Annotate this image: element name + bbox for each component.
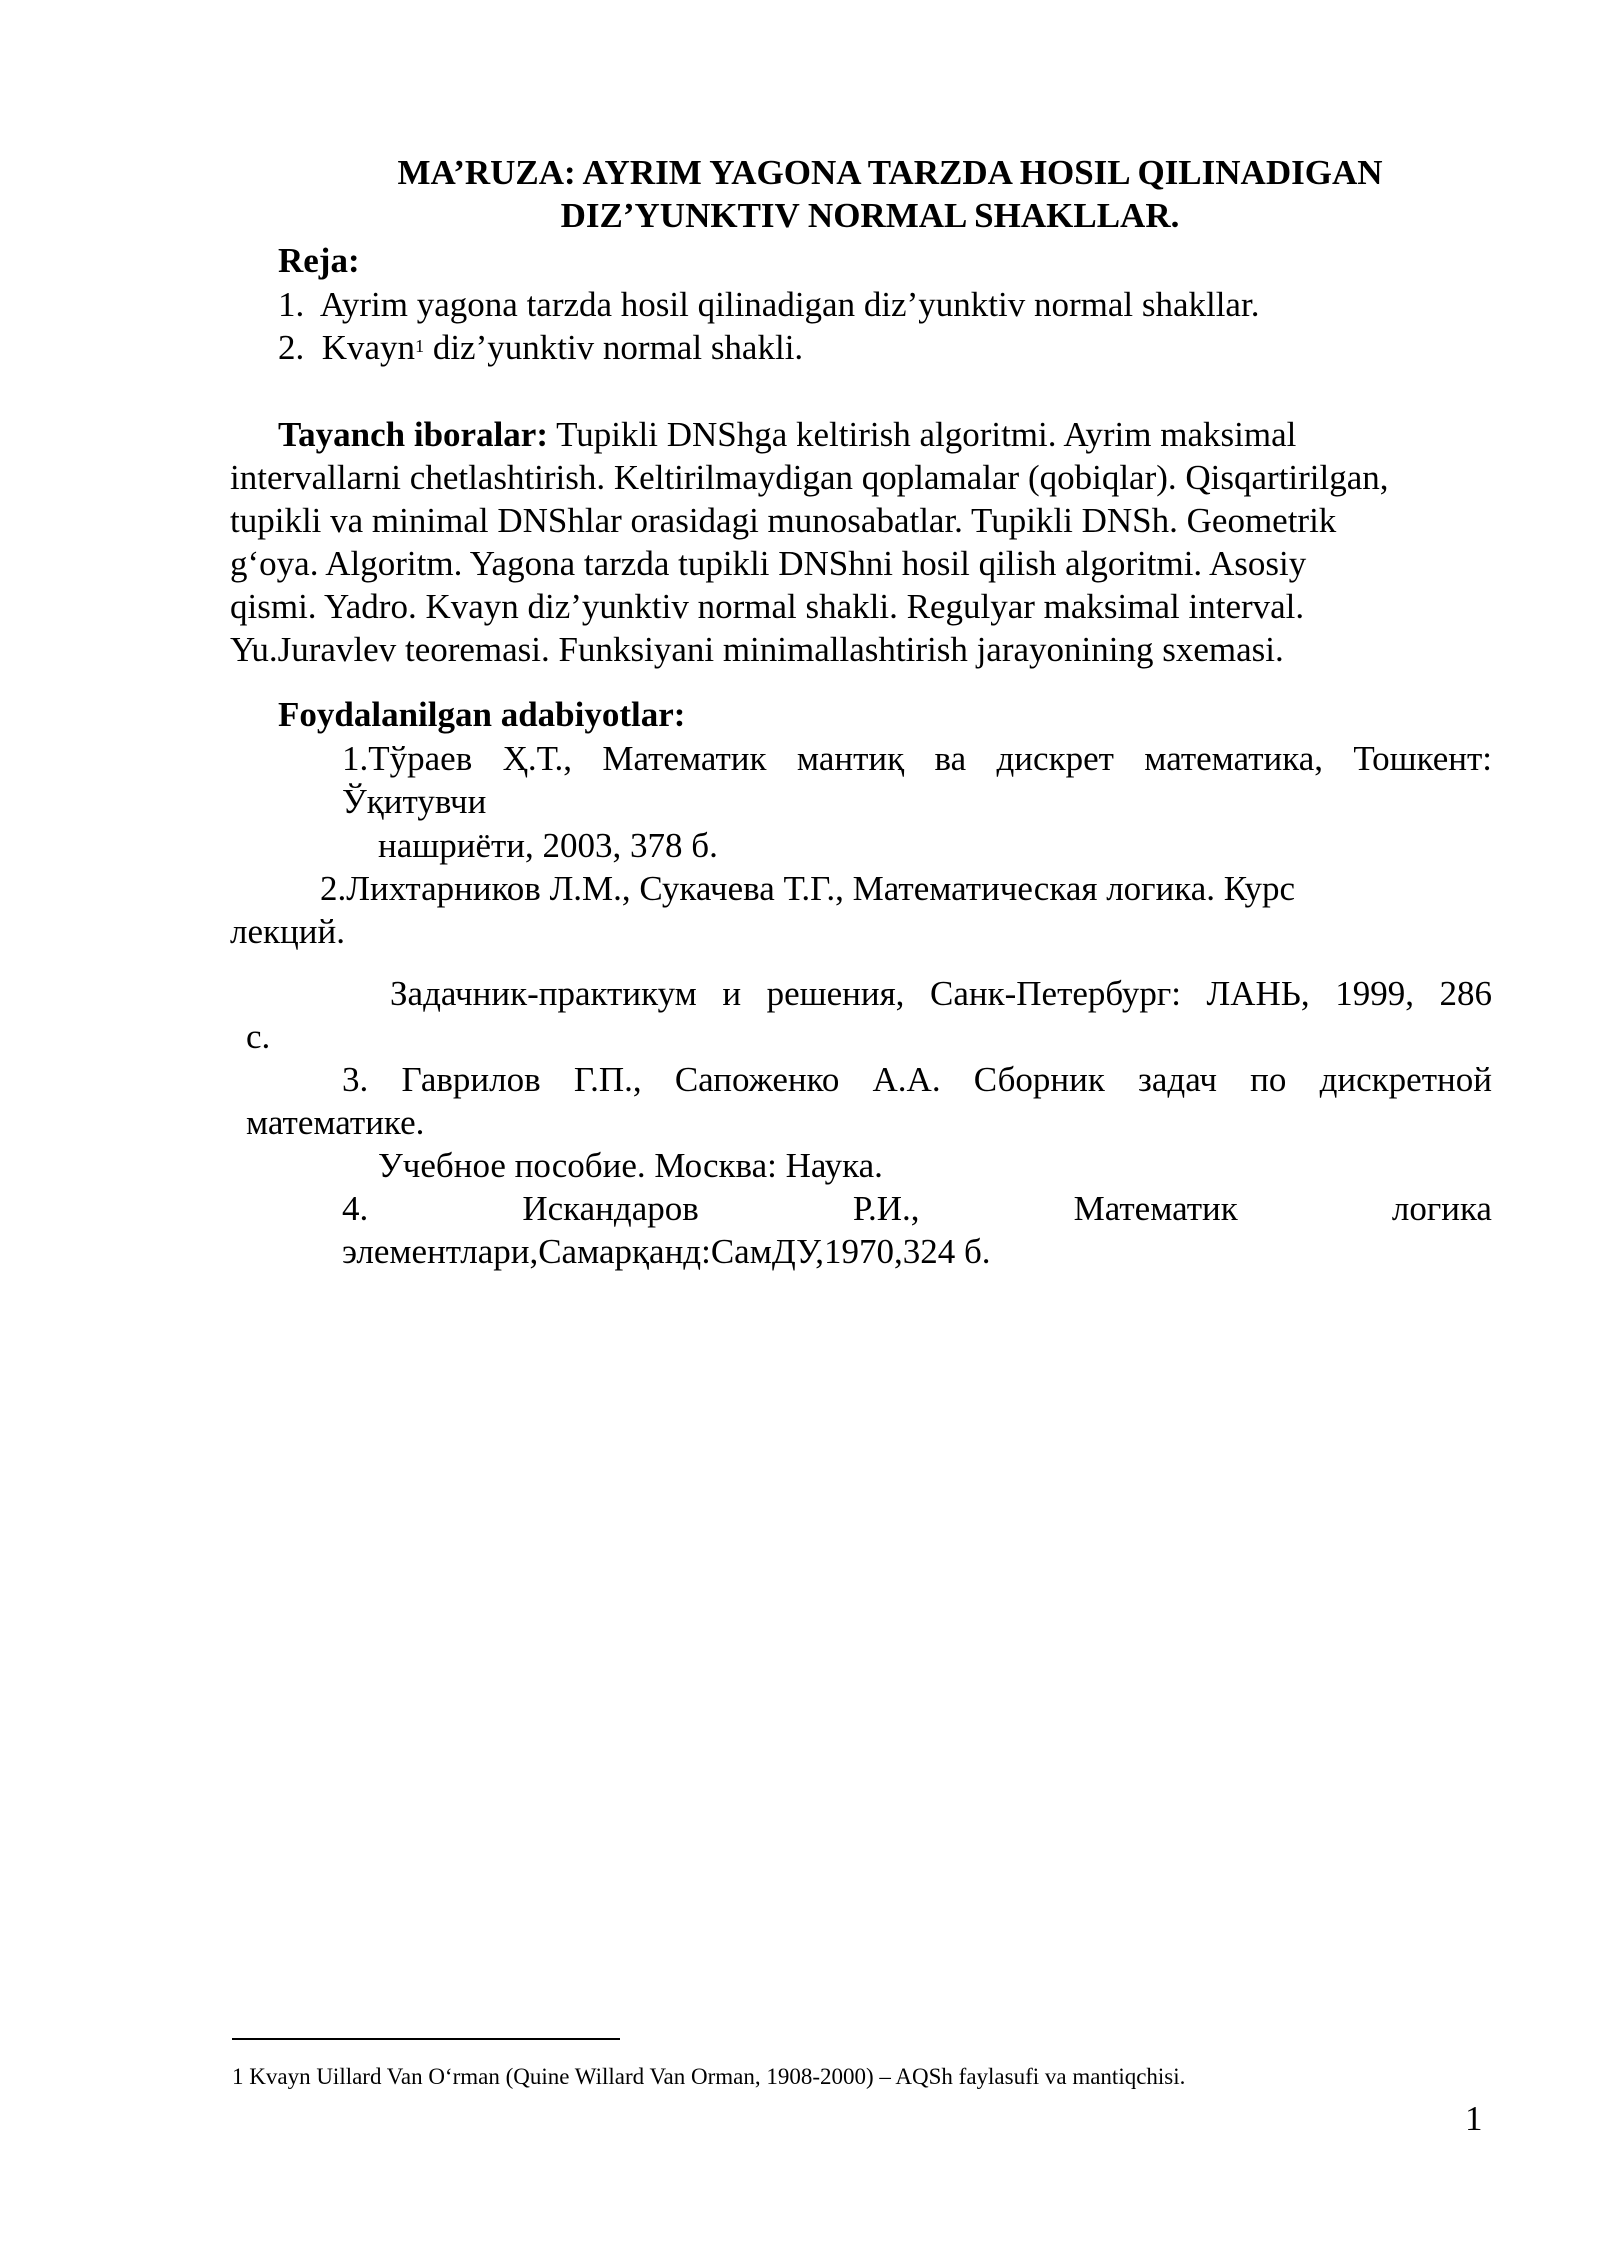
word: Р.И., bbox=[852, 1189, 920, 1228]
reference-2-line-3 bbox=[390, 973, 1492, 1015]
word: мантиқ bbox=[796, 739, 905, 778]
word: дискрет bbox=[996, 739, 1114, 778]
word: 1999, bbox=[1335, 974, 1414, 1013]
footnote-text: 1 Kvayn Uillard Van O‘rman (Quine Willard Van Orman, 1908-2000) – AQSh faylasufi va mantiqchisi. bbox=[232, 2064, 1186, 2089]
keywords-line-3: tupikli va minimal DNShlar orasidagi munosabatlar. Tupikli DNSh. Geometrik bbox=[230, 501, 1337, 540]
footnote-reference[interactable]: 1 bbox=[415, 336, 425, 356]
word: Сапоженко bbox=[674, 1060, 840, 1099]
word: Ҳ.Т., bbox=[502, 739, 573, 778]
word: Санк-Петербург: bbox=[929, 974, 1181, 1013]
reference-1-line-3: нашриёти, 2003, 378 б. bbox=[378, 826, 718, 865]
reference-4-line-2: элементлари,Самарқанд:СамДУ,1970,324 б. bbox=[342, 1232, 991, 1271]
plan-item-1 bbox=[278, 284, 1259, 326]
lecture-title-line-2: DIZ’YUNKTIV NORMAL SHAKLLAR. bbox=[560, 196, 1180, 235]
word: Гаврилов bbox=[401, 1060, 541, 1099]
word: Искандаров bbox=[522, 1189, 699, 1228]
keywords-line-1 bbox=[278, 414, 1296, 456]
keywords-line-5: qismi. Yadro. Kvayn diz’yunktiv normal shakli. Regulyar maksimal interval. bbox=[230, 587, 1305, 626]
word: ва bbox=[934, 739, 967, 778]
page-number: 1 bbox=[1465, 2099, 1483, 2138]
word: и bbox=[722, 974, 742, 1013]
keywords-text: Tupikli DNShga keltirish algoritmi. Ayrim maksimal bbox=[548, 415, 1297, 454]
word: логика bbox=[1391, 1189, 1492, 1228]
reference-4-line-1 bbox=[342, 1188, 1492, 1230]
footnote-separator bbox=[232, 2038, 620, 2040]
reference-3-line-3: Учебное пособие. Москва: Наука. bbox=[378, 1146, 883, 1185]
reference-2-line-2: лекций. bbox=[230, 912, 345, 951]
plan-item-number: 2. bbox=[278, 328, 305, 367]
word: Г.П., bbox=[573, 1060, 642, 1099]
keywords-line-6: Yu.Juravlev teoremasi. Funksiyani minimallashtirish jarayonining sxemasi. bbox=[230, 630, 1284, 669]
word: ЛАНЬ, bbox=[1206, 974, 1310, 1013]
word: А.А. bbox=[872, 1060, 941, 1099]
plan-item-number: 1. bbox=[278, 285, 305, 324]
word: Математик bbox=[602, 739, 767, 778]
keywords-line-2: intervallarni chetlashtirish. Keltirilmaydigan qoplamalar (qobiqlar). Qisqartirilgan, bbox=[230, 458, 1389, 497]
reference-2-line-4: с. bbox=[246, 1017, 271, 1056]
reference-3-line-2: математике. bbox=[246, 1103, 425, 1142]
plan-item-text: Kvayn bbox=[321, 328, 416, 367]
plan-item-2 bbox=[278, 327, 803, 369]
reference-2-line-1: 2.Лихтарников Л.М., Сукачева Т.Г., Математическая логика. Курс bbox=[320, 869, 1296, 908]
word: дискретной bbox=[1319, 1060, 1492, 1099]
word: Задачник-практикум bbox=[390, 974, 697, 1013]
keywords-label: Tayanch iboralar: bbox=[278, 415, 548, 454]
word: решения, bbox=[766, 974, 905, 1013]
reference-1-line-1 bbox=[342, 738, 1492, 780]
word: 4. bbox=[342, 1189, 369, 1228]
word: 286 bbox=[1439, 974, 1492, 1013]
word: математика, bbox=[1144, 739, 1323, 778]
reference-3-line-1 bbox=[342, 1059, 1492, 1101]
word: 1.Тўраев bbox=[342, 739, 473, 778]
reference-1-line-2: Ўқитувчи bbox=[342, 782, 487, 821]
word: задач bbox=[1138, 1060, 1217, 1099]
lecture-title-line-1: MA’RUZA: AYRIM YAGONA TARZDA HOSIL QILINADIGAN bbox=[397, 153, 1383, 192]
literature-heading: Foydalanilgan adabiyotlar: bbox=[278, 695, 686, 734]
word: 3. bbox=[342, 1060, 369, 1099]
word: Тошкент: bbox=[1353, 739, 1492, 778]
plan-heading: Reja: bbox=[278, 241, 360, 280]
word: по bbox=[1250, 1060, 1287, 1099]
word: Сборник bbox=[973, 1060, 1105, 1099]
keywords-line-4: g‘oya. Algoritm. Yagona tarzda tupikli DNShni hosil qilish algoritmi. Asosiy bbox=[230, 544, 1307, 583]
plan-item-text: Ayrim yagona tarzda hosil qilinadigan diz’yunktiv normal shakllar. bbox=[319, 285, 1260, 324]
plan-item-text-continued: diz’yunktiv normal shakli. bbox=[424, 328, 804, 367]
word: Математик bbox=[1073, 1189, 1238, 1228]
